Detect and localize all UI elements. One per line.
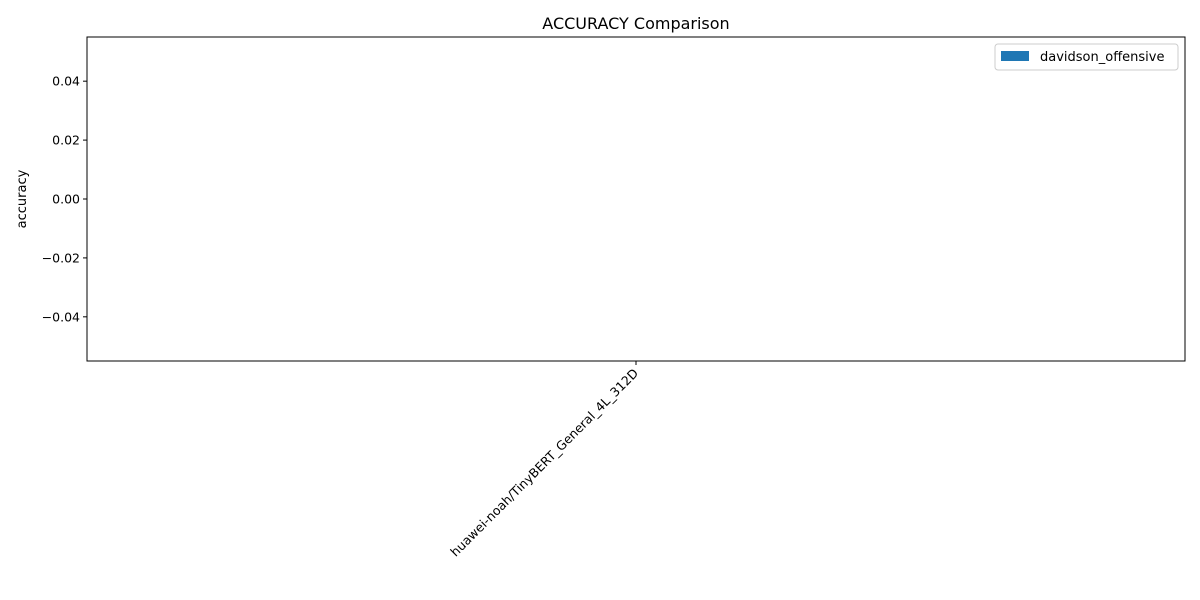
legend-swatch-davidson-offensive xyxy=(1001,51,1029,61)
y-tick-label: 0.02 xyxy=(52,132,80,148)
y-tick-label: −0.02 xyxy=(41,250,80,266)
legend-label-davidson-offensive: davidson_offensive xyxy=(1040,50,1165,65)
y-tick-label: −0.04 xyxy=(41,309,80,325)
x-tick-label: huawei-noah/TinyBERT_General_4L_312D xyxy=(447,365,642,560)
legend[interactable] xyxy=(995,44,1178,70)
y-axis-label: accuracy xyxy=(15,169,30,229)
y-tick-label: 0.00 xyxy=(52,191,80,207)
chart-title: ACCURACY Comparison xyxy=(542,14,730,33)
y-tick-label: 0.04 xyxy=(52,73,80,89)
